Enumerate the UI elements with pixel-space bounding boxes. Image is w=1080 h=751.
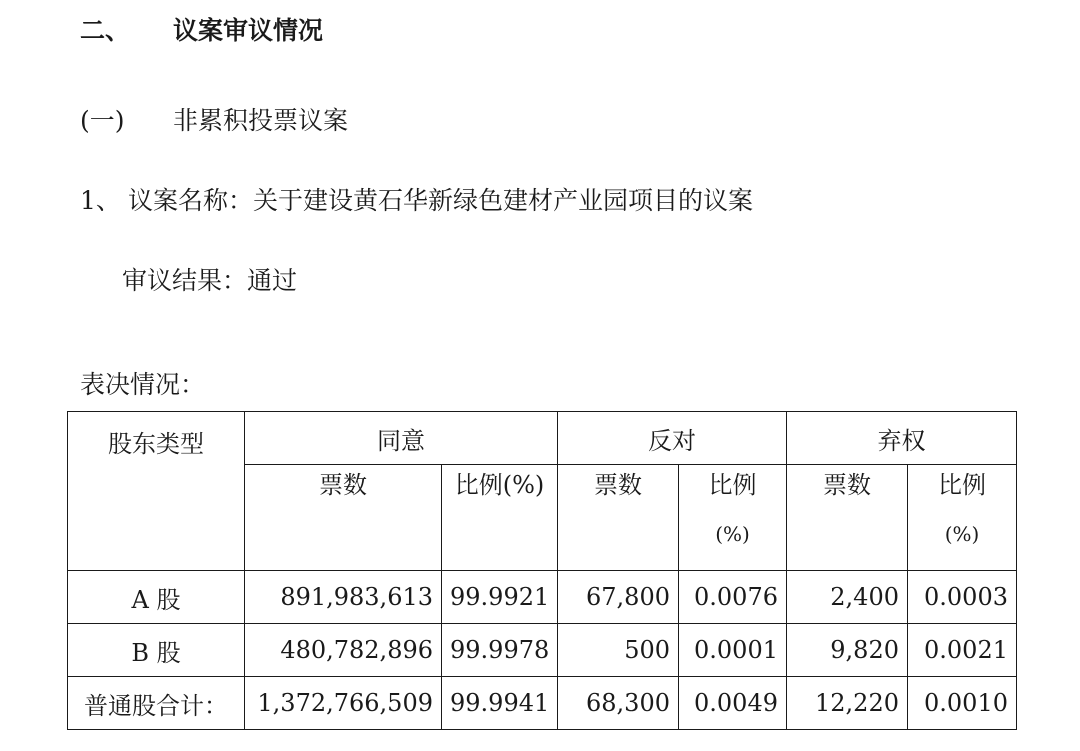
- item-number: 1、: [80, 186, 121, 215]
- table-row: [68, 677, 1017, 730]
- review-result: 审议结果：通过: [122, 266, 298, 295]
- against-pct: 0.0076: [679, 571, 787, 624]
- header-shareholder-type: 股东类型: [68, 412, 245, 571]
- header-abstain-ratio: [908, 465, 1017, 571]
- table-row: [68, 571, 1017, 624]
- row-type: A 股: [68, 571, 245, 624]
- against-votes: 68,300: [558, 677, 679, 730]
- header-against: 反对: [558, 412, 787, 465]
- row-type: B 股: [68, 624, 245, 677]
- abstain-pct: 0.0010: [908, 677, 1017, 730]
- header-against-ratio: [679, 465, 787, 571]
- subsection-number: (一): [80, 106, 125, 135]
- agree-votes: 1,372,766,509: [245, 677, 442, 730]
- header-agree-votes: 票数: [245, 465, 442, 571]
- ratio-unit: (%): [715, 522, 750, 546]
- header-row-group: [68, 412, 1017, 465]
- abstain-votes: 9,820: [787, 624, 908, 677]
- agree-votes: 891,983,613: [245, 571, 442, 624]
- table-row: [68, 624, 1017, 677]
- abstain-pct: 0.0003: [908, 571, 1017, 624]
- abstain-votes: 2,400: [787, 571, 908, 624]
- agree-pct: 99.9978: [442, 624, 558, 677]
- agree-pct: 99.9941: [442, 677, 558, 730]
- subsection-title: 非累积投票议案: [173, 106, 349, 135]
- header-agree-ratio: 比例(%): [442, 465, 558, 571]
- section-title: 议案审议情况: [173, 16, 324, 45]
- agree-pct: 99.9921: [442, 571, 558, 624]
- against-votes: 500: [558, 624, 679, 677]
- ratio-unit: (%): [944, 522, 980, 546]
- ratio-label: 比例: [708, 471, 757, 499]
- header-abstain-votes: 票数: [787, 465, 908, 571]
- header-abstain: 弃权: [787, 412, 1017, 465]
- voting-table: [67, 411, 1017, 730]
- section-number: 二、: [80, 16, 131, 45]
- header-against-votes: 票数: [558, 465, 679, 571]
- abstain-pct: 0.0021: [908, 624, 1017, 677]
- against-votes: 67,800: [558, 571, 679, 624]
- abstain-votes: 12,220: [787, 677, 908, 730]
- vote-label: 表决情况：: [80, 370, 206, 399]
- against-pct: 0.0049: [679, 677, 787, 730]
- against-pct: 0.0001: [679, 624, 787, 677]
- header-agree: 同意: [245, 412, 558, 465]
- agree-votes: 480,782,896: [245, 624, 442, 677]
- row-type: 普通股合计：: [68, 677, 245, 730]
- item-title: 议案名称：关于建设黄石华新绿色建材产业园项目的议案: [128, 186, 754, 215]
- ratio-label: 比例: [938, 471, 986, 499]
